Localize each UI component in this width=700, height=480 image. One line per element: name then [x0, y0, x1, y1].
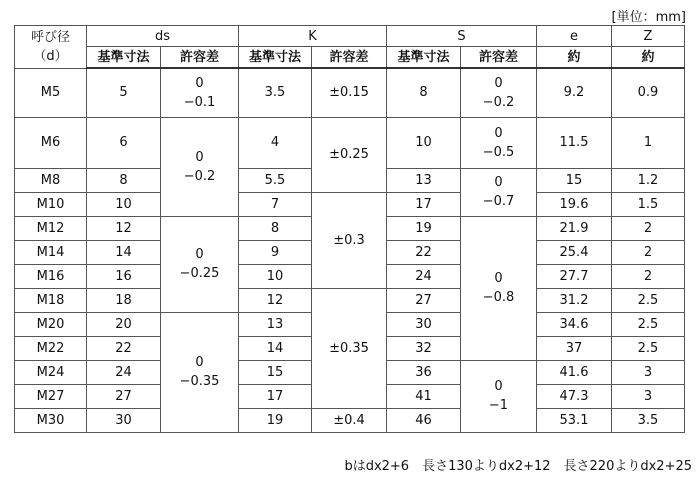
- ds-cell: 30: [87, 408, 161, 432]
- footnote: bはdx2+6 長さ130よりdx2+12 長さ220よりdx2+25: [344, 459, 692, 474]
- k-tol-header: 許容差: [312, 47, 387, 69]
- k-cell: 19: [239, 408, 312, 432]
- ds-tol-cell: 0 −0.2: [161, 117, 239, 216]
- z-cell: 1: [612, 117, 685, 168]
- e-cell: 9.2: [537, 68, 612, 117]
- table-row: [15, 68, 685, 117]
- e-cell: 21.9: [537, 216, 612, 240]
- s-cell: 24: [387, 264, 461, 288]
- s-cell: 19: [387, 216, 461, 240]
- s-tol-header: 許容差: [461, 47, 537, 69]
- k-cell: 3.5: [239, 68, 312, 117]
- ds-cell: 18: [87, 288, 161, 312]
- k-cell: 15: [239, 360, 312, 384]
- k-cell: 13: [239, 312, 312, 336]
- ds-cell: 8: [87, 168, 161, 192]
- table-row: [15, 408, 685, 432]
- nominal-cell: M16: [15, 264, 87, 288]
- nominal-cell: M12: [15, 216, 87, 240]
- e-cell: 11.5: [537, 117, 612, 168]
- s-tol-cell: 0 −0.5: [461, 117, 537, 168]
- k-base-header: 基準寸法: [239, 47, 312, 69]
- e-cell: 37: [537, 336, 612, 360]
- nominal-header: 呼び径 （d）: [15, 26, 87, 69]
- k-cell: 12: [239, 288, 312, 312]
- s-cell: 13: [387, 168, 461, 192]
- k-cell: 8: [239, 216, 312, 240]
- ds-header: ds: [87, 26, 239, 47]
- k-cell: 10: [239, 264, 312, 288]
- nominal-cell: M6: [15, 117, 87, 168]
- nominal-cell: M18: [15, 288, 87, 312]
- e-cell: 27.7: [537, 264, 612, 288]
- s-cell: 46: [387, 408, 461, 432]
- s-cell: 10: [387, 117, 461, 168]
- s-cell: 17: [387, 192, 461, 216]
- z-cell: 1.2: [612, 168, 685, 192]
- e-cell: 15: [537, 168, 612, 192]
- ds-cell: 24: [87, 360, 161, 384]
- k-cell: 14: [239, 336, 312, 360]
- bolt-dimension-table: [14, 25, 685, 433]
- unit-label: [単位：mm]: [611, 10, 686, 25]
- s-cell: 36: [387, 360, 461, 384]
- ds-cell: 5: [87, 68, 161, 117]
- z-cell: 2: [612, 240, 685, 264]
- ds-cell: 12: [87, 216, 161, 240]
- z-cell: 1.5: [612, 192, 685, 216]
- s-cell: 27: [387, 288, 461, 312]
- e-cell: 31.2: [537, 288, 612, 312]
- z-cell: 2.5: [612, 312, 685, 336]
- nominal-cell: M14: [15, 240, 87, 264]
- nominal-cell: M22: [15, 336, 87, 360]
- s-tol-cell: 0 −0.2: [461, 68, 537, 117]
- header-row-1: [15, 26, 685, 47]
- e-approx-header: 約: [537, 47, 612, 69]
- s-base-header: 基準寸法: [387, 47, 461, 69]
- s-cell: 41: [387, 384, 461, 408]
- k-tol-cell: ±0.3: [312, 192, 387, 288]
- ds-cell: 27: [87, 384, 161, 408]
- k-cell: 4: [239, 117, 312, 168]
- k-tol-cell: ±0.4: [312, 408, 387, 432]
- table-row: [15, 192, 685, 216]
- header-row-2: [15, 47, 685, 69]
- k-cell: 7: [239, 192, 312, 216]
- table-row: [15, 117, 685, 168]
- ds-tol-header: 許容差: [161, 47, 239, 69]
- s-header: S: [387, 26, 537, 47]
- ds-tol-cell: 0 −0.25: [161, 216, 239, 312]
- z-cell: 3: [612, 360, 685, 384]
- k-tol-cell: ±0.25: [312, 117, 387, 192]
- e-cell: 25.4: [537, 240, 612, 264]
- ds-cell: 10: [87, 192, 161, 216]
- ds-cell: 20: [87, 312, 161, 336]
- ds-tol-cell: 0 −0.35: [161, 312, 239, 432]
- z-cell: 3: [612, 384, 685, 408]
- z-approx-header: 約: [612, 47, 685, 69]
- e-cell: 47.3: [537, 384, 612, 408]
- k-cell: 5.5: [239, 168, 312, 192]
- e-cell: 53.1: [537, 408, 612, 432]
- e-header: e: [537, 26, 612, 47]
- k-tol-cell: ±0.15: [312, 68, 387, 117]
- nominal-cell: M24: [15, 360, 87, 384]
- s-tol-cell: 0 −0.8: [461, 216, 537, 360]
- ds-tol-cell: 0 −0.1: [161, 68, 239, 117]
- nominal-cell: M10: [15, 192, 87, 216]
- s-cell: 8: [387, 68, 461, 117]
- k-cell: 9: [239, 240, 312, 264]
- ds-cell: 14: [87, 240, 161, 264]
- s-tol-cell: 0 −1: [461, 360, 537, 432]
- nominal-cell: M30: [15, 408, 87, 432]
- nominal-cell: M27: [15, 384, 87, 408]
- ds-cell: 6: [87, 117, 161, 168]
- k-header: K: [239, 26, 387, 47]
- z-cell: 2: [612, 216, 685, 240]
- z-header: Z: [612, 26, 685, 47]
- z-cell: 2.5: [612, 288, 685, 312]
- e-cell: 41.6: [537, 360, 612, 384]
- z-cell: 2: [612, 264, 685, 288]
- k-tol-cell: ±0.35: [312, 288, 387, 408]
- z-cell: 2.5: [612, 336, 685, 360]
- z-cell: 3.5: [612, 408, 685, 432]
- s-cell: 22: [387, 240, 461, 264]
- k-cell: 17: [239, 384, 312, 408]
- s-cell: 30: [387, 312, 461, 336]
- nominal-cell: M20: [15, 312, 87, 336]
- nominal-cell: M8: [15, 168, 87, 192]
- ds-cell: 22: [87, 336, 161, 360]
- s-cell: 32: [387, 336, 461, 360]
- e-cell: 19.6: [537, 192, 612, 216]
- s-tol-cell: 0 −0.7: [461, 168, 537, 216]
- table-row: [15, 288, 685, 312]
- ds-base-header: 基準寸法: [87, 47, 161, 69]
- e-cell: 34.6: [537, 312, 612, 336]
- ds-cell: 16: [87, 264, 161, 288]
- nominal-cell: M5: [15, 68, 87, 117]
- z-cell: 0.9: [612, 68, 685, 117]
